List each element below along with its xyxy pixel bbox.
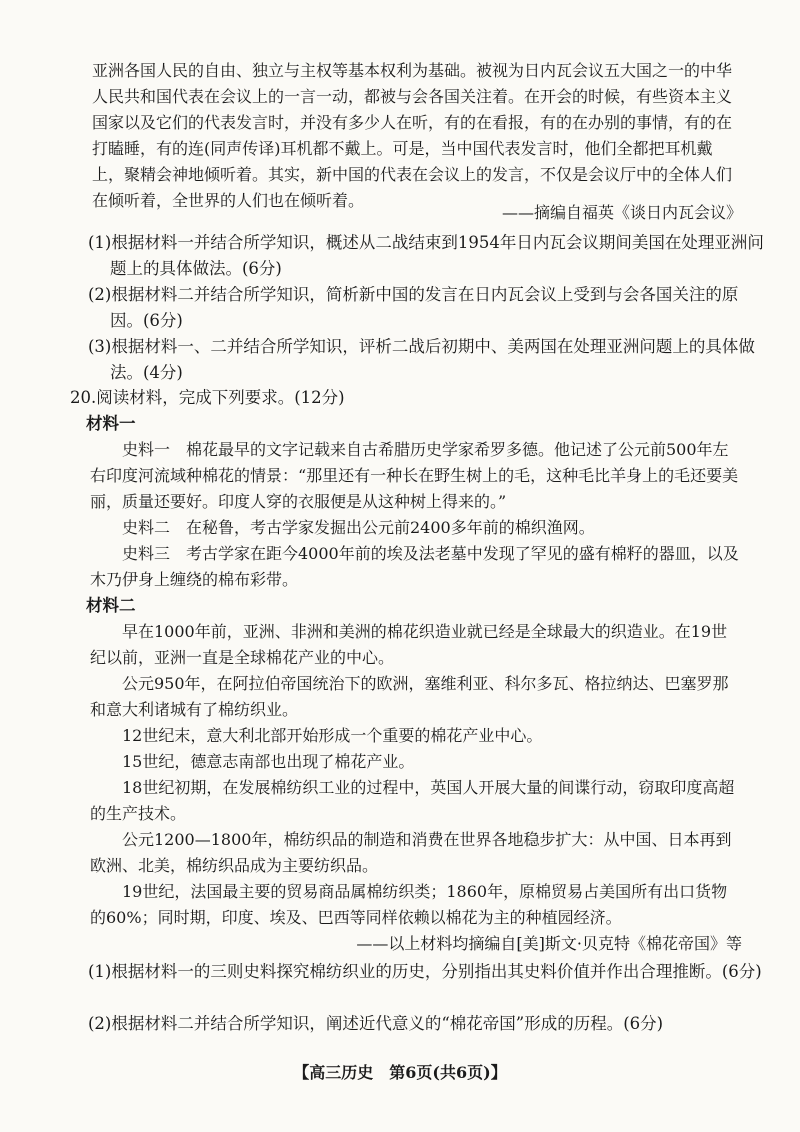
q20-part1: (1)根据材料一的三则史料探究棉纺织业的历史，分别指出其史料价值并作出合理推断。(6分) (88, 962, 762, 981)
q20-historical-source-3: 史料三 考古学家在距今4000年前的埃及法老墓中发现了罕见的盛有棉籽的器皿，以及木乃伊身上缠绕的棉布彩带。 (90, 544, 739, 589)
q20-material-2-para-2: 公元950年，在阿拉伯帝国统治下的欧洲，塞维利亚、科尔多瓦、格拉纳达、巴塞罗那和意大利诸城有了棉纺织业。 (90, 674, 729, 719)
q19-part2: (2)根据材料二并结合所学知识，简析新中国的发言在日内瓦会议上受到与会各国关注的原因。(6分) (88, 285, 739, 330)
material-2-passage: 亚洲各国人民的自由、独立与主权等基本权利为基础。被视为日内瓦会议五大国之一的中华人民共和国代表在会议上的一言一动，都被与会各国关注着。在开会的时候，有些资本主义国家以及它们的代表发言时，并没有多少人在听，有的在看报，有的在办别的事情，有的在打瞌睡，有的连(同声传译)耳机都不戴上。可是，当中国代表发言时，他们全都把耳机戴上，聚精会神地倾听着。其实，新中国的代表在会议上的发言，不仅是会议厅中的全体人们在倾听着，全世界的人们也在倾听着。 (92, 61, 733, 210)
q20-material-2-para-5: 18世纪初期，在发展棉纺织工业的过程中，英国人开展大量的间谍行动，窃取印度高超的生产技术。 (90, 778, 735, 823)
q20-material-2-para-3: 12世纪末，意大利北部开始形成一个重要的棉花产业中心。 (122, 726, 543, 745)
q20-historical-source-2: 史料二 在秘鲁，考古学家发掘出公元前2400多年前的棉织渔网。 (122, 518, 595, 537)
q20-historical-source-1: 史料一 棉花最早的文字记载来自古希腊历史学家希罗多德。他记述了公元前500年左右印度河流域种棉花的情景：“那里还有一种长在野生树上的毛，这种毛比羊身上的毛还要美丽，质量还要好。印度人穿的衣服便是从这种树上得来的。” (90, 440, 739, 511)
q20-source: ——以上材料均摘编自[美]斯文·贝克特《棉花帝国》等 (356, 934, 742, 953)
q19-part3: (3)根据材料一、二并结合所学知识，评析二战后初期中、美两国在处理亚洲问题上的具体做法。(4分) (88, 337, 755, 382)
q20-material-2-para-7: 19世纪，法国最主要的贸易商品属棉纺织类；1860年，原棉贸易占美国所有出口货物的60%；同时期，印度、埃及、巴西等同样依赖以棉花为主的种植园经济。 (90, 882, 728, 927)
q20-material-1-label: 材料一 (86, 414, 136, 433)
q20-title: 20.阅读材料，完成下列要求。(12分) (70, 388, 345, 407)
q20-material-2-para-4: 15世纪，德意志南部也出现了棉花产业。 (122, 752, 415, 771)
q20-material-2-label: 材料二 (86, 596, 136, 615)
q20-part2: (2)根据材料二并结合所学知识，阐述近代意义的“棉花帝国”形成的历程。(6分) (88, 1014, 664, 1033)
q19-part1: (1)根据材料一并结合所学知识，概述从二战结束到1954年日内瓦会议期间美国在处理亚洲问题上的具体做法。(6分) (88, 233, 764, 278)
q20-material-2-para-1: 早在1000年前，亚洲、非洲和美洲的棉花织造业就已经是全球最大的织造业。在19世纪以前，亚洲一直是全球棉花产业的中心。 (90, 622, 728, 667)
q20-material-2-para-6: 公元1200—1800年，棉纺织品的制造和消费在世界各地稳步扩大：从中国、日本再到欧洲、北美，棉纺织品成为主要纺织品。 (90, 830, 732, 875)
page-footer: 【高三历史 第6页(共6页)】 (293, 1063, 507, 1082)
material-2-source: ——摘编自福英《谈日内瓦会议》 (501, 203, 742, 222)
